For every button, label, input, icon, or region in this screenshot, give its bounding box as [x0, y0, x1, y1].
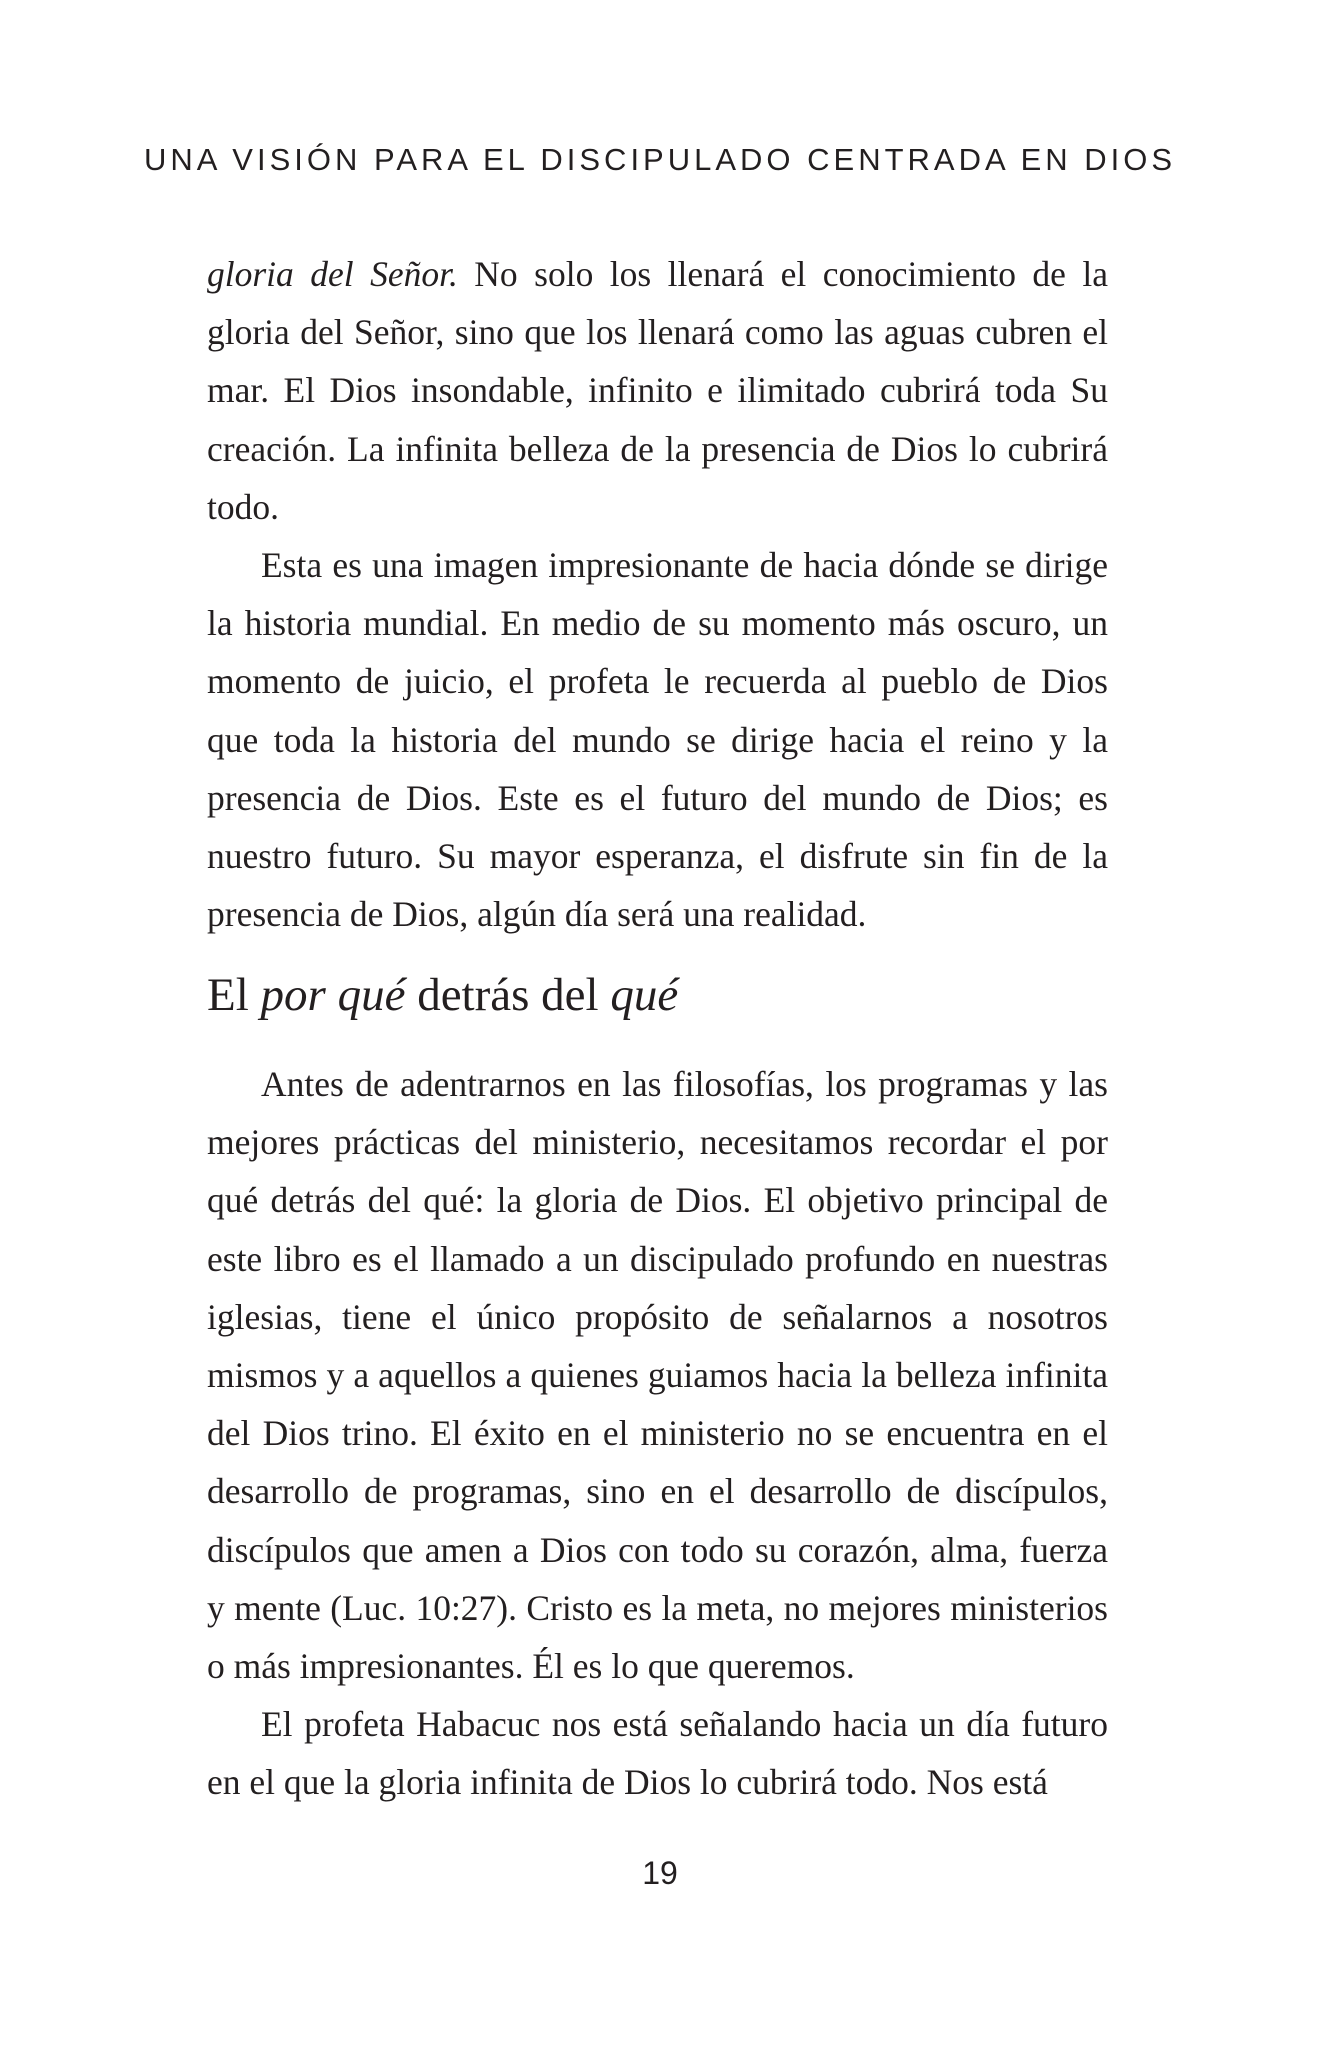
italic-lead: gloria del Señor.	[207, 254, 458, 294]
running-head: UNA VISIÓN PARA EL DISCIPULADO CENTRADA EN DIOS	[143, 142, 1177, 177]
paragraph-continuation	[207, 245, 1108, 536]
paragraph-continuation-text: No solo los llenará el conocimiento de la gloria del Señor, sino que los llenará como las aguas cubren el mar. El Dios insondable, infinito e ilimitado cubrirá toda Su creación. La infinita belleza de la presencia de Dios lo cubrirá todo.	[207, 254, 1108, 527]
paragraph-why-behind-what: Antes de adentrarnos en las filosofías, los programas y las mejores prácticas del ministerio, necesitamos recordar el por qué detrás del qué: la gloria de Dios. El objetivo principal de este libro es el llamado a un discipulado profundo en nuestras iglesias, tiene el único propósito de señalarnos a nosotros mismos y a aquellos a quienes guiamos hacia la belleza infinita del Dios trino. El éxito en el ministerio no se encuentra en el desarrollo de programas, sino en el desarrollo de discípulos, discípulos que amen a Dios con todo su corazón, alma, fuerza y mente (Luc. 10:27). Cristo es la meta, no mejores ministerios o más impresionantes. Él es lo que queremos.	[207, 1064, 1108, 1687]
paragraph-world-history: Esta es una imagen impresionante de hacia dónde se dirige la historia mundial. En medio de su momento más oscuro, un momento de juicio, el profeta le recuerda al pueblo de Dios que toda la historia del mundo se dirige hacia el reino y la presencia de Dios. Este es el futuro del mundo de Dios; es nuestro futuro. Su mayor esperanza, el disfrute sin fin de la presencia de Dios, algún día será una realidad.	[207, 545, 1108, 935]
body-text-bottom	[207, 1055, 1108, 1812]
body-text-top	[207, 245, 1108, 943]
heading-part-4: qué	[610, 969, 679, 1021]
heading-part-1: El	[207, 969, 261, 1021]
paragraph-habakkuk: El profeta Habacuc nos está señalando hacia un día futuro en el que la gloria infinita de Dios lo cubrirá todo. Nos está	[207, 1704, 1108, 1803]
section-heading-block	[207, 965, 1108, 1025]
section-heading	[207, 965, 1108, 1025]
heading-part-2: por qué	[260, 969, 406, 1021]
heading-part-3: detrás del	[405, 969, 611, 1021]
page-number: 19	[642, 1855, 678, 1891]
